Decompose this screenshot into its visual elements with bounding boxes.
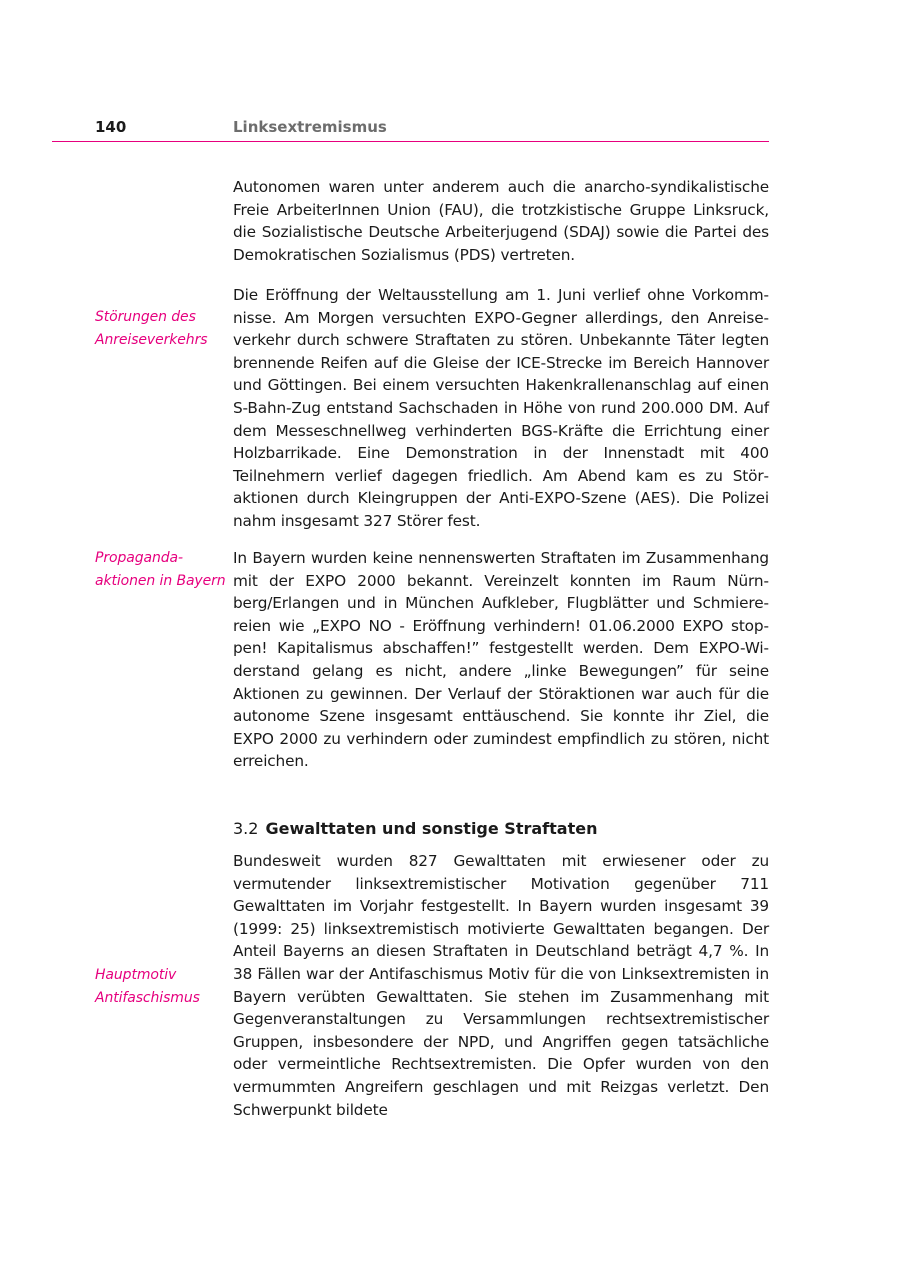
marginal-note-3-line-2: Antifaschismus — [95, 989, 200, 1006]
marginal-note-3 — [95, 964, 230, 1009]
page-header — [0, 114, 900, 144]
page-number: 140 — [95, 118, 127, 136]
marginal-note-2-line-1: Propaganda- — [95, 550, 183, 566]
paragraph-2: Die Eröffnung der Weltausstellung am 1. Juni verlief ohne Vorkommnisse. Am Morgen versuchten EXPO-Gegner allerdings, den Anreiseverkehr durch schwere Straftaten zu stören. Unbekannte Täter legten brennende Reifen auf die Gleise der ICE-Strecke im Bereich Hannover und Göttingen. Bei einem versuchten Hakenkrallenanschlag auf einen S-Bahn-Zug entstand Sachschaden in Höhe von rund 200.000 DM. Auf dem Messeschnellweg verhinderten BGS-Kräfte die Errichtung einer Holzbarrikade. Eine Demonstration in der Innenstadt mit 400 Teilnehmern verlief dagegen friedlich. Am Abend kam es zu Störaktionen durch Kleingruppen der Anti-EXPO-Szene (AES). Die Polizei nahm insgesamt 327 Störer fest. — [233, 286, 769, 530]
header-rule — [52, 141, 769, 142]
paragraph-1: Autonomen waren unter anderem auch die anarcho-syndikalistische Freie ArbeiterInnen Union (FAU), die trotzkistische Gruppe Linksruck, die Sozialistische Deutsche Arbeiterjugend (SDAJ) sowie die Partei des Demokratischen Sozialismus (PDS) vertreten. — [233, 178, 769, 264]
running-title: Linksextremismus — [233, 118, 387, 136]
marginal-note-1-line-2: Anreiseverkehrs — [95, 331, 208, 348]
section-title: Gewalttaten und sonstige Straftaten — [265, 819, 598, 838]
paragraph-3: In Bayern wurden keine nennenswerten Straftaten im Zusammenhang mit der EXPO 2000 bekannt. Vereinzelt konnten im Raum Nürnberg/Erlangen und in München Aufkleber, Flugblätter und Schmierereien wie „EXPO NO - Eröffnung verhindern! 01.06.2000 EXPO stoppen! Kapitalismus abschaffen!” festgestellt werden. Dem EXPO-Widerstand gelang es nicht, andere „linke Bewegungen” für seine Aktionen zu gewinnen. Der Verlauf der Störaktionen war auch für die autonome Szene insgesamt enttäuschend. Sie konnte ihr Ziel, die EXPO 2000 zu verhindern oder zumindest empfindlich zu stören, nicht erreichen. — [233, 549, 769, 771]
section-heading — [233, 817, 597, 841]
section-number: 3.2 — [233, 819, 259, 838]
marginal-note-3-line-1: Hauptmotiv — [95, 967, 177, 983]
paragraph-4: Bundesweit wurden 827 Gewalttaten mit erwiesener oder zu vermutender linksextremistischer Motivation gegenüber 711 Gewalttaten im Vorjahr festgestellt. In Bayern wurden insgesamt 39 (1999: 25) linksextremistisch motivierte Gewalttaten begangen. Der Anteil Bayerns an diesen Straftaten in Deutschland beträgt 4,7 %. In 38 Fällen war der Antifaschismus Motiv für die von Linksextremisten in Bayern verübten Gewalttaten. Sie stehen im Zusammenhang mit Gegenveranstaltungen zu Versammlungen rechtsextremistischer Gruppen, insbesondere der NPD, und Angriffen gegen tatsächliche oder vermeintliche Rechtsextremisten. Die Opfer wurden von den vermummten Angreifern geschlagen und mit Reizgas verletzt. Den Schwerpunkt bildete — [233, 852, 769, 1119]
marginal-note-2-line-2: aktionen in Bayern — [95, 572, 226, 589]
marginal-note-2 — [95, 547, 230, 592]
marginal-note-1 — [95, 306, 230, 351]
marginal-note-1-line-1: Störungen des — [95, 309, 196, 325]
